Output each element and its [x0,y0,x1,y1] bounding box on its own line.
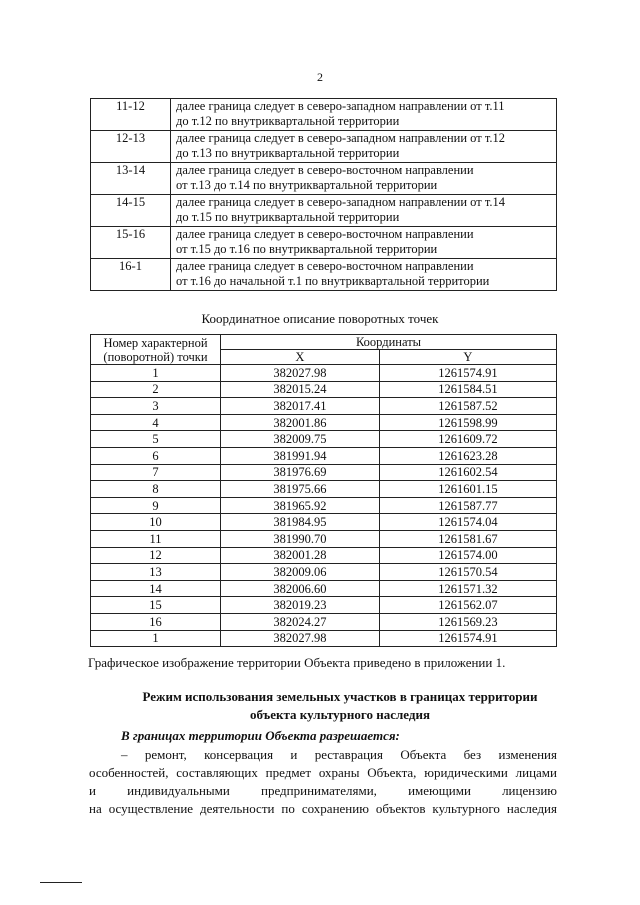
x-coordinate-cell: 381976.69 [221,464,380,481]
section-heading-line: объекта культурного наследия [250,707,430,722]
x-coordinate-cell: 382001.28 [221,547,380,564]
point-number-cell: 1 [91,630,221,647]
y-coordinate-cell: 1261609.72 [379,431,556,448]
table-row [91,431,557,448]
x-coordinate-cell: 382017.41 [221,398,380,415]
x-coordinate-cell: 382019.23 [221,597,380,614]
x-coordinate-cell: 381991.94 [221,447,380,464]
table-row [91,497,557,514]
description-cell [171,195,557,227]
description-line: далее граница следует в северо-восточном направлении [176,259,474,273]
table-row [91,547,557,564]
description-cell [171,227,557,259]
point-number-cell: 14 [91,580,221,597]
table-row [91,99,557,131]
x-coordinate-cell: 382009.06 [221,564,380,581]
footer-rule [40,882,82,883]
table-row [91,481,557,498]
table-row [91,131,557,163]
description-line: далее граница следует в северо-восточном направлении [176,163,474,177]
point-number-header-line: (поворотной) точки [103,350,208,364]
boundary-description-table [90,98,557,291]
point-number-cell: 9 [91,497,221,514]
point-number-cell: 8 [91,481,221,498]
point-number-cell: 5 [91,431,221,448]
y-coordinate-cell: 1261569.23 [379,613,556,630]
x-coordinate-cell: 381975.66 [221,481,380,498]
x-coordinate-cell: 382009.75 [221,431,380,448]
point-number-header-line: Номер характерной [103,336,208,350]
y-coordinate-cell: 1261574.91 [379,630,556,647]
description-line: от т.15 до т.16 по внутриквартальной территории [176,242,438,256]
table-row [91,447,557,464]
x-coordinate-cell: 382001.86 [221,414,380,431]
coordinates-table [90,334,557,647]
description-cell [171,131,557,163]
y-coordinate-cell: 1261574.91 [379,365,556,382]
table-row [91,259,557,291]
point-number-cell: 4 [91,414,221,431]
description-line: до т.13 по внутриквартальной территории [176,146,400,160]
point-number-cell: 10 [91,514,221,531]
table-row [91,564,557,581]
appendix-note: Графическое изображение территории Объекта приведено в приложении 1. [88,655,506,670]
point-number-cell: 7 [91,464,221,481]
point-number-cell: 6 [91,447,221,464]
y-coordinate-cell: 1261581.67 [379,530,556,547]
segment-cell: 12-13 [91,131,171,163]
table-row [91,530,557,547]
y-coordinate-cell: 1261574.00 [379,547,556,564]
description-cell [171,163,557,195]
body-paragraph [89,746,557,818]
x-coordinate-cell: 382015.24 [221,381,380,398]
y-coordinate-cell: 1261602.54 [379,464,556,481]
segment-cell: 15-16 [91,227,171,259]
paragraph-line: особенностей, составляющих предмет охраны Объекта, юридическими лицами [89,765,557,780]
table-row [91,365,557,382]
table-row [91,163,557,195]
y-coordinate-cell: 1261623.28 [379,447,556,464]
page-number: 2 [317,70,323,84]
y-coordinate-cell: 1261574.04 [379,514,556,531]
point-number-cell: 1 [91,365,221,382]
table-row [91,464,557,481]
y-coordinate-cell: 1261587.77 [379,497,556,514]
point-number-cell: 15 [91,597,221,614]
x-coordinate-cell: 381965.92 [221,497,380,514]
x-coordinate-cell: 382027.98 [221,630,380,647]
table-row [91,630,557,647]
table-row [91,597,557,614]
section-heading-line: Режим использования земельных участков в границах территории [142,689,538,704]
point-number-header [91,335,221,365]
x-coordinate-cell: 382027.98 [221,365,380,382]
table-row [91,195,557,227]
point-number-cell: 11 [91,530,221,547]
description-cell [171,259,557,291]
x-coordinate-cell: 382006.60 [221,580,380,597]
y-coordinate-cell: 1261584.51 [379,381,556,398]
point-number-cell: 16 [91,613,221,630]
coordinates-title: Координатное описание поворотных точек [201,311,439,326]
table-row [91,580,557,597]
point-number-cell: 3 [91,398,221,415]
permitted-subheading: В границах территории Объекта разрешается: [121,728,400,743]
table-row [91,414,557,431]
table-row [91,613,557,630]
segment-cell: 14-15 [91,195,171,227]
description-line: далее граница следует в северо-западном направлении от т.14 [176,195,505,209]
description-line: от т.16 до начальной т.1 по внутриквартальной территории [176,274,490,288]
y-coordinate-cell: 1261598.99 [379,414,556,431]
y-header: Y [379,350,556,365]
paragraph-line: – ремонт, консервация и реставрация Объекта без изменения [121,747,557,762]
description-line: до т.15 по внутриквартальной территории [176,210,400,224]
y-coordinate-cell: 1261601.15 [379,481,556,498]
segment-cell: 11-12 [91,99,171,131]
table-row [91,381,557,398]
paragraph-line: и индивидуальными предпринимателями, имеющими лицензию [89,783,557,798]
table-row [91,514,557,531]
y-coordinate-cell: 1261562.07 [379,597,556,614]
description-line: далее граница следует в северо-западном направлении от т.11 [176,99,505,113]
point-number-cell: 2 [91,381,221,398]
x-coordinate-cell: 382024.27 [221,613,380,630]
section-heading [130,688,550,724]
table-row [91,398,557,415]
description-line: до т.12 по внутриквартальной территории [176,114,400,128]
point-number-cell: 12 [91,547,221,564]
x-coordinate-cell: 381984.95 [221,514,380,531]
coordinates-header: Координаты [221,335,557,350]
paragraph-line: на осуществление деятельности по сохранению объектов культурного наследия [89,801,557,816]
table-row [91,227,557,259]
description-line: далее граница следует в северо-восточном направлении [176,227,474,241]
y-coordinate-cell: 1261571.32 [379,580,556,597]
point-number-cell: 13 [91,564,221,581]
description-line: далее граница следует в северо-западном направлении от т.12 [176,131,505,145]
description-cell [171,99,557,131]
segment-cell: 13-14 [91,163,171,195]
segment-cell: 16-1 [91,259,171,291]
y-coordinate-cell: 1261570.54 [379,564,556,581]
x-coordinate-cell: 381990.70 [221,530,380,547]
y-coordinate-cell: 1261587.52 [379,398,556,415]
description-line: от т.13 до т.14 по внутриквартальной территории [176,178,438,192]
x-header: X [221,350,380,365]
